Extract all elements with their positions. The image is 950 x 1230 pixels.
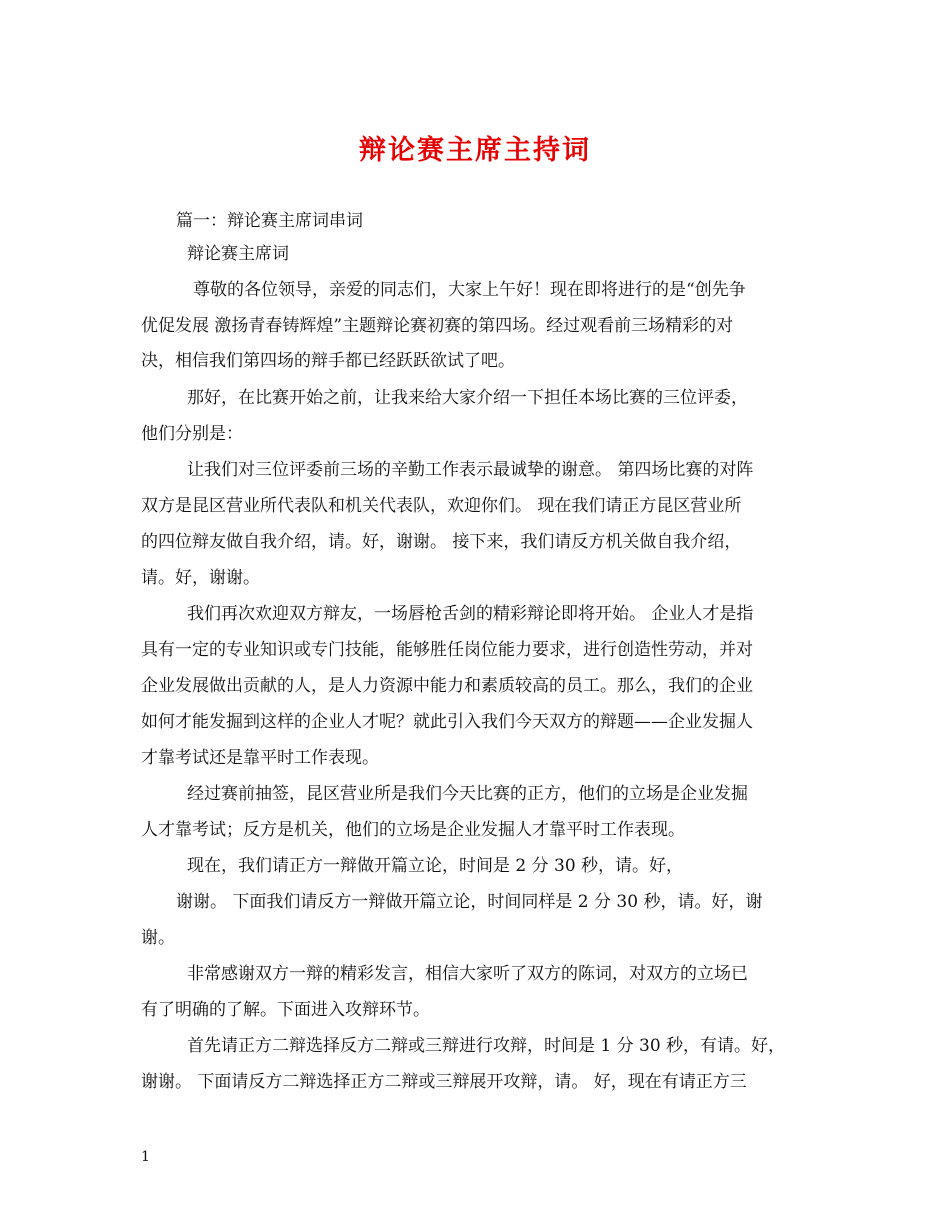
text-line: 请。好，谢谢。 <box>141 568 260 588</box>
text-line: 的四位辩友做自我介绍，请。好，谢谢。 接下来，我们请反方机关做自我介绍， <box>141 532 742 552</box>
text-line: 谢。 <box>141 928 175 948</box>
text-line: 尊敬的各位领导，亲爱的同志们，大家上午好！现在即将进行的是“创先争 <box>193 280 746 300</box>
text-line: 具有一定的专业知识或专门技能，能够胜任岗位能力要求，进行创造性劳动，并对 <box>141 640 753 660</box>
text-line: 有了明确的了解。下面进入攻辩环节。 <box>141 1000 430 1020</box>
text-line: 他们分别是： <box>141 424 243 444</box>
text-line: 企业发展做出贡献的人，是人力资源中能力和素质较高的员工。那么，我们的企业 <box>141 676 753 696</box>
page-number: 1 <box>141 1149 150 1165</box>
text-line: 辩论赛主席词 <box>187 244 289 264</box>
text-line: 现在，我们请正方一辩做开篇立论，时间是 2 分 30 秒，请。好， <box>187 856 684 876</box>
text-line: 如何才能发掘到这样的企业人才呢？就此引入我们今天双方的辩题——企业发掘人 <box>141 712 753 732</box>
text-line: 双方是昆区营业所代表队和机关代表队，欢迎你们。 现在我们请正方昆区营业所 <box>141 496 742 516</box>
text-line: 人才靠考试；反方是机关，他们的立场是企业发掘人才靠平时工作表现。 <box>141 820 685 840</box>
document-title: 辩论赛主席主持词 <box>359 135 591 166</box>
text-line: 非常感谢双方一辩的精彩发言，相信大家听了双方的陈词，对双方的立场已 <box>187 964 748 984</box>
text-line: 决，相信我们第四场的辩手都已经跃跃欲试了吧。 <box>141 351 515 371</box>
text-line: 才靠考试还是靠平时工作表现。 <box>141 748 379 768</box>
text-line: 谢谢。 下面我们请反方一辩做开篇立论，时间同样是 2 分 30 秒，请。好，谢 <box>176 892 763 912</box>
text-line: 篇一：辩论赛主席词串词 <box>176 211 363 231</box>
text-line: 我们再次欢迎双方辩友，一场唇枪舌剑的精彩辩论即将开始。 企业人才是指 <box>187 604 754 624</box>
text-line: 优促发展 激扬青春铸辉煌”主题辩论赛初赛的第四场。经过观看前三场精彩的对 <box>141 316 734 336</box>
text-line: 让我们对三位评委前三场的辛勤工作表示最诚挚的谢意。 第四场比赛的对阵 <box>187 460 754 480</box>
text-line: 首先请正方二辩选择反方二辩或三辩进行攻辩，时间是 1 分 30 秒，有请。好， <box>187 1036 786 1056</box>
text-line: 经过赛前抽签，昆区营业所是我们今天比赛的正方，他们的立场是企业发掘 <box>187 784 748 804</box>
text-line: 谢谢。 下面请反方二辩选择正方二辩或三辩展开攻辩，请。 好，现在有请正方三 <box>141 1072 747 1092</box>
text-line: 那好，在比赛开始之前，让我来给大家介绍一下担任本场比赛的三位评委， <box>187 388 748 408</box>
